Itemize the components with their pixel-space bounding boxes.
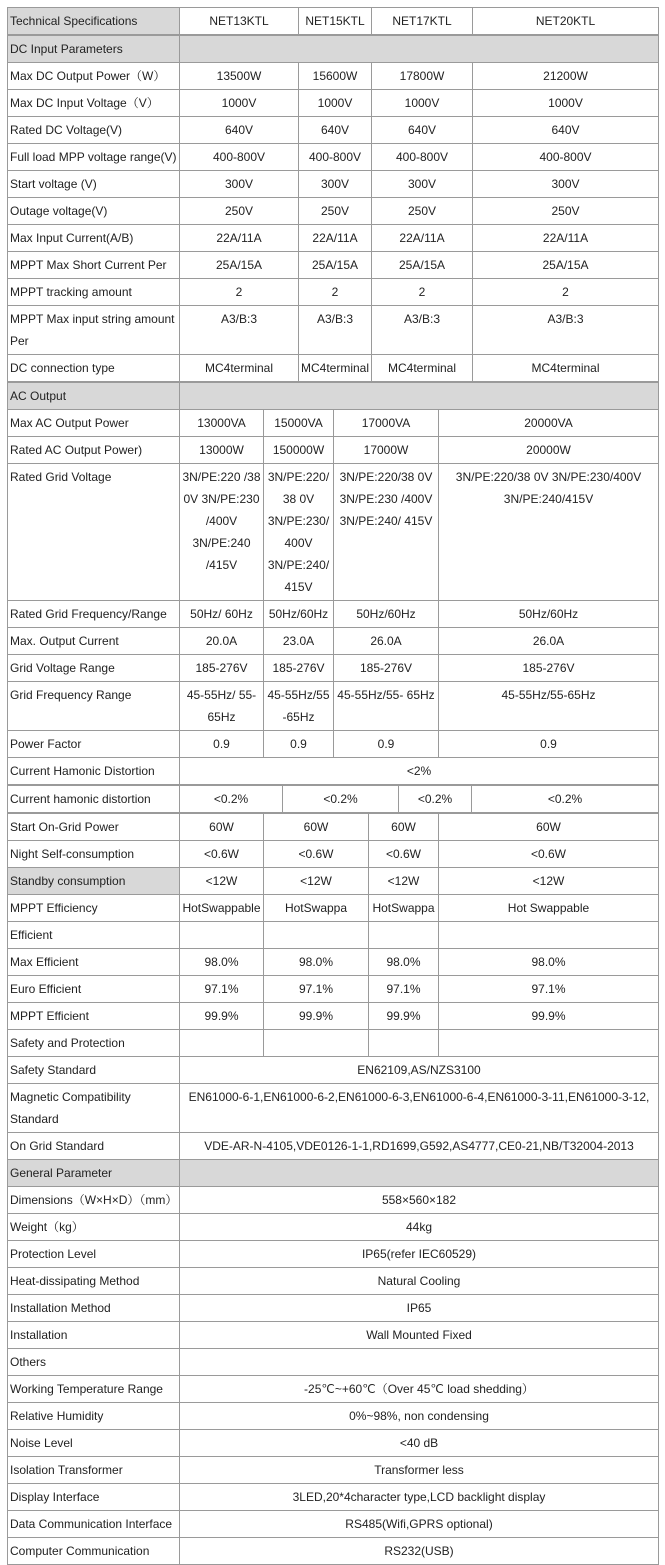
row-label: Outage voltage(V) [8,198,180,225]
row-value: 640V [372,117,473,144]
row-value: <0.6W [264,841,369,868]
ac-rows [8,410,659,758]
row-value: 45-55Hz/55 -65Hz [264,682,334,731]
row-value: 50Hz/60Hz [334,601,439,628]
row-value: 2 [372,279,473,306]
row-value: 98.0% [264,949,369,976]
row-value: 98.0% [439,949,659,976]
row-value: 15600W [299,63,372,90]
row-value: Natural Cooling [180,1268,659,1295]
row-value: RS485(Wifi,GPRS optional) [180,1511,659,1538]
row-value: <0.2% [399,786,472,813]
row-value: 2 [473,279,659,306]
row-value: Transformer less [180,1457,659,1484]
row-label: Protection Level [8,1241,180,1268]
row-value: 3N/PE:220 /38 0V 3N/PE:230 /400V 3N/PE:240 /415V [180,464,264,601]
row-value: VDE-AR-N-4105,VDE0126-1-1,RD1699,G592,AS4777,CE0-21,NB/T32004-2013 [180,1133,659,1160]
table-row [8,786,659,813]
table-row [8,1214,659,1241]
table-row [8,1322,659,1349]
row-value: Hot Swappable [439,895,659,922]
row-value: HotSwappa [369,895,439,922]
table-row [8,171,659,198]
table-row [8,1133,659,1160]
row-value: <40 dB [180,1430,659,1457]
row-value: 97.1% [439,976,659,1003]
row-label: Rated AC Output Power) [8,437,180,464]
table-row [8,1295,659,1322]
row-label: Installation Method [8,1295,180,1322]
section-row [8,383,659,410]
row-value: <12W [369,868,439,895]
row-value: 250V [473,198,659,225]
row-value: MC4terminal [180,355,299,382]
row-value: 97.1% [369,976,439,1003]
table-row [8,682,659,731]
row-label: Relative Humidity [8,1403,180,1430]
row-label: Max DC Input Voltage（V） [8,90,180,117]
table-row [8,1484,659,1511]
row-label: Max. Output Current [8,628,180,655]
table-row [8,1057,659,1084]
row-value: 13000VA [180,410,264,437]
row-value: 99.9% [369,1003,439,1030]
row-value: A3/B:3 [299,306,372,355]
row-value [439,922,659,949]
row-value: 22A/11A [473,225,659,252]
row-value: 1000V [473,90,659,117]
row-value: 99.9% [264,1003,369,1030]
row-value [264,922,369,949]
row-label: Max AC Output Power [8,410,180,437]
row-label: Isolation Transformer [8,1457,180,1484]
table-row [8,355,659,382]
row-value: 20000VA [439,410,659,437]
row-label: Night Self-consumption [8,841,180,868]
row-value: <0.2% [472,786,659,813]
row-label: Start On-Grid Power [8,814,180,841]
row-value: 1000V [372,90,473,117]
row-value: 50Hz/ 60Hz [180,601,264,628]
row-value: <0.2% [180,786,283,813]
row-value: 20000W [439,437,659,464]
row-label: Efficient [8,922,180,949]
table-row [8,976,659,1003]
table-row [8,63,659,90]
table-row [8,1511,659,1538]
row-value: 0.9 [180,731,264,758]
table-row [8,895,659,922]
row-value: 98.0% [180,949,264,976]
model-3: NET17KTL [372,8,473,35]
row-value: 13000W [180,437,264,464]
row-value: <0.6W [439,841,659,868]
table-row [8,1403,659,1430]
row-value [180,922,264,949]
table-row [8,841,659,868]
model-1: NET13KTL [180,8,299,35]
header-row [8,8,659,35]
row-label: Weight（kg） [8,1214,180,1241]
row-value: 300V [473,171,659,198]
table-row [8,1084,659,1133]
row-value: 21200W [473,63,659,90]
row-value: MC4terminal [372,355,473,382]
row-value: IP65 [180,1295,659,1322]
row-value: 45-55Hz/ 55-65Hz [180,682,264,731]
row-value: 98.0% [369,949,439,976]
row-label: MPPT Max Short Current Per [8,252,180,279]
row-label: Magnetic Compatibility Standard [8,1084,180,1133]
row-value: <12W [439,868,659,895]
row-value: 17000W [334,437,439,464]
row-value: 25A/15A [180,252,299,279]
row-value: 22A/11A [180,225,299,252]
row-value: 3N/PE:220/38 0V 3N/PE:230 /400V 3N/PE:240/ 415V [334,464,439,601]
row-value: 20.0A [180,628,264,655]
row-value: 250V [372,198,473,225]
row-label: DC connection type [8,355,180,382]
row-value: 640V [180,117,299,144]
row-value: A3/B:3 [473,306,659,355]
row-value: 640V [473,117,659,144]
row-value: 250V [180,198,299,225]
row-value: 0.9 [264,731,334,758]
row-label: Rated Grid Voltage [8,464,180,601]
row-label: Max Efficient [8,949,180,976]
row-value: 25A/15A [473,252,659,279]
ac-more-table [7,813,659,1565]
row-value [180,1030,264,1057]
row-label: Euro Efficient [8,976,180,1003]
dc-params-table [7,35,659,382]
row-label: Display Interface [8,1484,180,1511]
row-value: 300V [372,171,473,198]
row-label: Max DC Output Power（W） [8,63,180,90]
row-label: Dimensions（W×H×D）（mm） [8,1187,180,1214]
table-row [8,868,659,895]
general-rows [8,1187,659,1565]
row-value: -25℃~+60℃（Over 45℃ load shedding） [180,1376,659,1403]
table-row [8,1268,659,1295]
row-value: 400-800V [299,144,372,171]
table-row [8,1241,659,1268]
table-row [8,814,659,841]
table-row [8,1430,659,1457]
row-value: 185-276V [439,655,659,682]
row-label: Full load MPP voltage range(V) [8,144,180,171]
row-value: <0.6W [180,841,264,868]
row-value: 0.9 [334,731,439,758]
table-row [8,252,659,279]
row-value: 99.9% [180,1003,264,1030]
row-label: Safety Standard [8,1057,180,1084]
row-value: 97.1% [180,976,264,1003]
row-value: 300V [299,171,372,198]
row-value: 60W [439,814,659,841]
row-value: A3/B:3 [372,306,473,355]
row-value: 60W [180,814,264,841]
row-label: Installation [8,1322,180,1349]
row-value: 97.1% [264,976,369,1003]
row-value [439,1030,659,1057]
row-label: Current hamonic distortion [8,786,180,813]
row-label: MPPT Max input string amount Per [8,306,180,355]
row-label: Rated DC Voltage(V) [8,117,180,144]
table-row [8,1003,659,1030]
row-value: 99.9% [439,1003,659,1030]
row-value: 3LED,20*4character type,LCD backlight display [180,1484,659,1511]
row-value: 1000V [180,90,299,117]
table-row [8,601,659,628]
row-value: 558×560×182 [180,1187,659,1214]
row-value: 1000V [299,90,372,117]
row-label: Current Hamonic Distortion [8,758,180,785]
ac-thd-table [7,785,659,813]
row-value: 25A/15A [372,252,473,279]
row-value: 2 [180,279,299,306]
table-row [8,144,659,171]
table-row [8,731,659,758]
row-value: 44kg [180,1214,659,1241]
row-value [369,1030,439,1057]
row-value: 22A/11A [299,225,372,252]
row-value: 15000VA [264,410,334,437]
row-value: EN62109,AS/NZS3100 [180,1057,659,1084]
row-value: 0%~98%, non condensing [180,1403,659,1430]
standards-rows [8,1057,659,1160]
row-value: 50Hz/60Hz [264,601,334,628]
table-row [8,225,659,252]
dc-table [7,7,659,35]
row-value: Wall Mounted Fixed [180,1322,659,1349]
row-value: 185-276V [334,655,439,682]
table-row [8,1457,659,1484]
row-value: MC4terminal [299,355,372,382]
row-value: 185-276V [264,655,334,682]
row-value: 50Hz/60Hz [439,601,659,628]
section-row [8,36,659,63]
row-value [180,1349,659,1376]
table-row [8,117,659,144]
table-row [8,655,659,682]
row-value: <12W [264,868,369,895]
model-4: NET20KTL [473,8,659,35]
model-2: NET15KTL [299,8,372,35]
section-title: AC Output [8,383,180,410]
row-value: IP65(refer IEC60529) [180,1241,659,1268]
row-value: 26.0A [334,628,439,655]
row-value: 45-55Hz/55-65Hz [439,682,659,731]
section-title: General Parameter [8,1160,180,1187]
row-label: Computer Communication [8,1538,180,1565]
row-value: 13500W [180,63,299,90]
row-value: <2% [180,758,659,785]
table-row [8,1376,659,1403]
table-row [8,437,659,464]
row-label: MPPT Efficient [8,1003,180,1030]
ac-rows-2 [8,814,659,1057]
row-label: Standby consumption [8,868,180,895]
spec-sheet [7,7,658,1565]
row-value: 2 [299,279,372,306]
table-row [8,1030,659,1057]
row-label: Working Temperature Range [8,1376,180,1403]
row-label: Others [8,1349,180,1376]
section-title: DC Input Parameters [8,36,180,63]
row-label: Noise Level [8,1430,180,1457]
row-value: 3N/PE:220/38 0V 3N/PE:230/400V 3N/PE:240/415V [439,464,659,601]
table-row [8,1538,659,1565]
row-value: 23.0A [264,628,334,655]
dc-rows [8,63,659,382]
row-value: 45-55Hz/55- 65Hz [334,682,439,731]
row-label: Heat-dissipating Method [8,1268,180,1295]
row-label: Data Communication Interface [8,1511,180,1538]
row-label: Grid Frequency Range [8,682,180,731]
row-value: HotSwappa [264,895,369,922]
table-row [8,1349,659,1376]
table-row [8,279,659,306]
table-row [8,1187,659,1214]
row-label: Grid Voltage Range [8,655,180,682]
row-value: HotSwappable [180,895,264,922]
row-label: MPPT tracking amount [8,279,180,306]
row-value: 60W [264,814,369,841]
row-value [369,922,439,949]
table-row [8,949,659,976]
row-value: MC4terminal [473,355,659,382]
row-value: 400-800V [473,144,659,171]
row-value: <12W [180,868,264,895]
row-value: RS232(USB) [180,1538,659,1565]
row-label: On Grid Standard [8,1133,180,1160]
table-row [8,464,659,601]
row-value: 400-800V [180,144,299,171]
table-row [8,922,659,949]
row-value: 150000W [264,437,334,464]
row-label: Start voltage (V) [8,171,180,198]
row-value: 640V [299,117,372,144]
table-row [8,758,659,785]
header-label: Technical Specifications [8,8,180,35]
row-label: Max Input Current(A/B) [8,225,180,252]
row-value: 22A/11A [372,225,473,252]
row-value: 185-276V [180,655,264,682]
table-row [8,410,659,437]
row-value: 60W [369,814,439,841]
row-value: 250V [299,198,372,225]
row-value: <0.6W [369,841,439,868]
row-label: Rated Grid Frequency/Range [8,601,180,628]
row-value: 17000VA [334,410,439,437]
table-row [8,198,659,225]
section-row [8,1160,659,1187]
row-value: 26.0A [439,628,659,655]
row-value: A3/B:3 [180,306,299,355]
table-row [8,90,659,117]
row-value [264,1030,369,1057]
table-row [8,306,659,355]
row-value: <0.2% [283,786,399,813]
ac-table [7,382,659,785]
row-value: 3N/PE:220/ 38 0V 3N/PE:230/ 400V 3N/PE:240/ 415V [264,464,334,601]
row-label: MPPT Efficiency [8,895,180,922]
row-value: 0.9 [439,731,659,758]
row-value: 400-800V [372,144,473,171]
row-value: EN61000-6-1,EN61000-6-2,EN61000-6-3,EN61000-6-4,EN61000-3-11,EN61000-3-12, [180,1084,659,1133]
table-row [8,628,659,655]
row-label: Power Factor [8,731,180,758]
row-value: 300V [180,171,299,198]
row-value: 17800W [372,63,473,90]
row-label: Safety and Protection [8,1030,180,1057]
row-value: 25A/15A [299,252,372,279]
